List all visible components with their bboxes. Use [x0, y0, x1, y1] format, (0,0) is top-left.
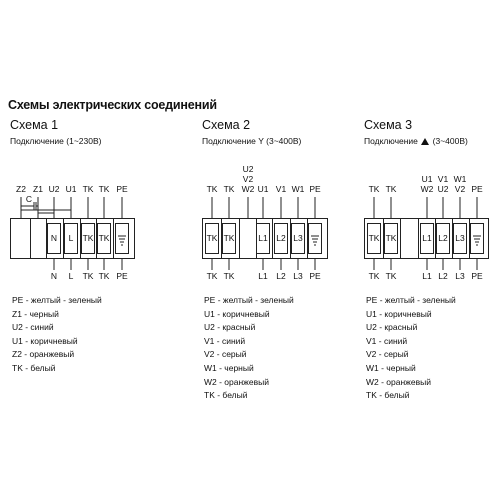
terminal-top-label: V2 — [454, 184, 466, 194]
terminal-top-label: TK — [223, 184, 235, 194]
terminal-top-label: W2 — [420, 184, 434, 194]
wire-color-legend-item: W2 - оранжевый — [204, 376, 269, 387]
terminal-top-label: U1 — [421, 174, 433, 184]
wire-color-legend-item: PE - желтый - зеленый — [204, 295, 294, 305]
terminal-cell-label: TK — [98, 233, 110, 243]
terminal-top-label: U1 — [257, 184, 269, 194]
terminal-top-label: U2 — [437, 184, 449, 194]
scheme-3 — [364, 118, 500, 418]
scheme-title: Схема 1 — [10, 118, 59, 132]
terminal-block-diagram — [202, 118, 362, 294]
terminal-block-diagram — [364, 118, 500, 294]
wire-color-legend-item: TK - белый — [366, 390, 410, 401]
scheme-1 — [10, 118, 170, 418]
wire-color-legend-item: W1 - черный — [366, 362, 416, 373]
connection-label: Подключение (1~230В) — [10, 136, 102, 146]
terminal-top-label: U1 — [65, 184, 77, 194]
terminal-top-label: V2 — [242, 174, 254, 184]
wire-color-legend-item: U1 - коричневый — [12, 335, 78, 346]
terminal-bottom-label: TK — [206, 271, 218, 281]
capacitor-label: C — [25, 194, 33, 204]
terminal-top-label: TK — [98, 184, 110, 194]
wire-color-legend-item: U1 - коричневый — [366, 308, 432, 319]
terminal-cell-label: L2 — [438, 233, 448, 243]
wire-color-legend-item: U2 - синий — [12, 322, 54, 333]
terminal-block — [11, 184, 135, 281]
terminal-cell-label: L3 — [455, 233, 465, 243]
terminal-top-label: V1 — [275, 184, 287, 194]
terminal-cell-label: N — [50, 233, 58, 243]
wire-color-legend-item: TK - белый — [204, 390, 248, 401]
scheme-title: Схема 3 — [364, 118, 413, 132]
terminal-cell-label: TK — [368, 233, 380, 243]
terminal-top-label: U2 — [48, 184, 60, 194]
terminal-bottom-label: TK — [82, 271, 94, 281]
terminal-cell-label: TK — [82, 233, 94, 243]
terminal-top-label: Z1 — [33, 184, 43, 194]
scheme-2 — [202, 118, 362, 418]
terminal-bottom-label: TK — [385, 271, 397, 281]
terminal-top-label: W2 — [241, 184, 255, 194]
wire-color-legend-item: PE - желтый - зеленый — [366, 295, 456, 305]
terminal-block — [365, 174, 489, 281]
wire-color-legend-item: U2 - красный — [204, 322, 256, 333]
terminal-top-label: TK — [206, 184, 218, 194]
connection-label: Подключение — [364, 136, 418, 146]
terminal-bottom-label: L3 — [293, 271, 303, 281]
wire-color-legend-item: PE - желтый - зеленый — [12, 295, 102, 305]
terminal-top-label: PE — [116, 184, 128, 194]
terminal-cell-label: L3 — [293, 233, 303, 243]
wire-color-legend-item: U2 - красный — [366, 322, 418, 333]
terminal-bottom-label: TK — [98, 271, 110, 281]
terminal-bottom-label: N — [50, 271, 58, 281]
wire-color-legend-item: Z1 - черный — [12, 308, 59, 319]
terminal-cell-label: TK — [206, 233, 218, 243]
terminal-block — [203, 164, 328, 281]
terminal-top-label: PE — [309, 184, 321, 194]
wire-color-legend-item: U1 - коричневый — [204, 308, 270, 319]
terminal-cell-label: L — [68, 233, 74, 243]
terminal-top-label: W1 — [453, 174, 467, 184]
terminal-cell-label: TK — [223, 233, 235, 243]
terminal-top-label: V1 — [437, 174, 449, 184]
terminal-bottom-label: TK — [368, 271, 380, 281]
terminal-cell-label: L1 — [422, 233, 432, 243]
wire-color-legend-item: V2 - серый — [204, 349, 247, 360]
terminal-bottom-label: L — [68, 271, 74, 281]
wire-color-legend-item: W1 - черный — [204, 362, 254, 373]
terminal-cell-label: TK — [385, 233, 397, 243]
connection-voltage: (3~400В) — [432, 136, 468, 146]
terminal-top-label: TK — [82, 184, 94, 194]
terminal-bottom-label: L1 — [258, 271, 268, 281]
terminal-block-diagram — [10, 118, 170, 294]
terminal-top-label: TK — [385, 184, 397, 194]
terminal-bottom-label: PE — [309, 271, 321, 281]
terminal-top-label: Z2 — [16, 184, 26, 194]
terminal-bottom-label: L3 — [455, 271, 465, 281]
terminal-bottom-label: L1 — [422, 271, 432, 281]
wire-color-legend-item: V2 - серый — [366, 349, 409, 360]
wire-color-legend-item: V1 - синий — [366, 335, 408, 346]
terminal-top-label: W1 — [291, 184, 305, 194]
wire-color-legend — [204, 294, 294, 403]
wire-color-legend — [366, 294, 456, 403]
terminal-bottom-label: PE — [471, 271, 483, 281]
terminal-top-label: TK — [368, 184, 380, 194]
scheme-title: Схема 2 — [202, 118, 251, 132]
wire-color-legend — [12, 294, 102, 376]
wire-color-legend-item: V1 - синий — [204, 335, 246, 346]
wire-color-legend-item: Z2 - оранжевый — [12, 349, 75, 360]
terminal-bottom-label: L2 — [276, 271, 286, 281]
wire-color-legend-item: W2 - оранжевый — [366, 376, 431, 387]
terminal-bottom-label: L2 — [438, 271, 448, 281]
terminal-bottom-label: PE — [116, 271, 128, 281]
page-title: Схемы электрических соединений — [8, 98, 217, 112]
terminal-top-label: U2 — [242, 164, 254, 174]
terminal-cell-label: L1 — [258, 233, 268, 243]
terminal-top-label: PE — [471, 184, 483, 194]
terminal-cell-label: L2 — [276, 233, 286, 243]
connection-label: Подключение Y (3~400В) — [202, 136, 302, 146]
capacitor-symbol — [21, 194, 71, 218]
wire-color-legend-item: TK - белый — [12, 362, 56, 373]
terminal-bottom-label: TK — [223, 271, 235, 281]
